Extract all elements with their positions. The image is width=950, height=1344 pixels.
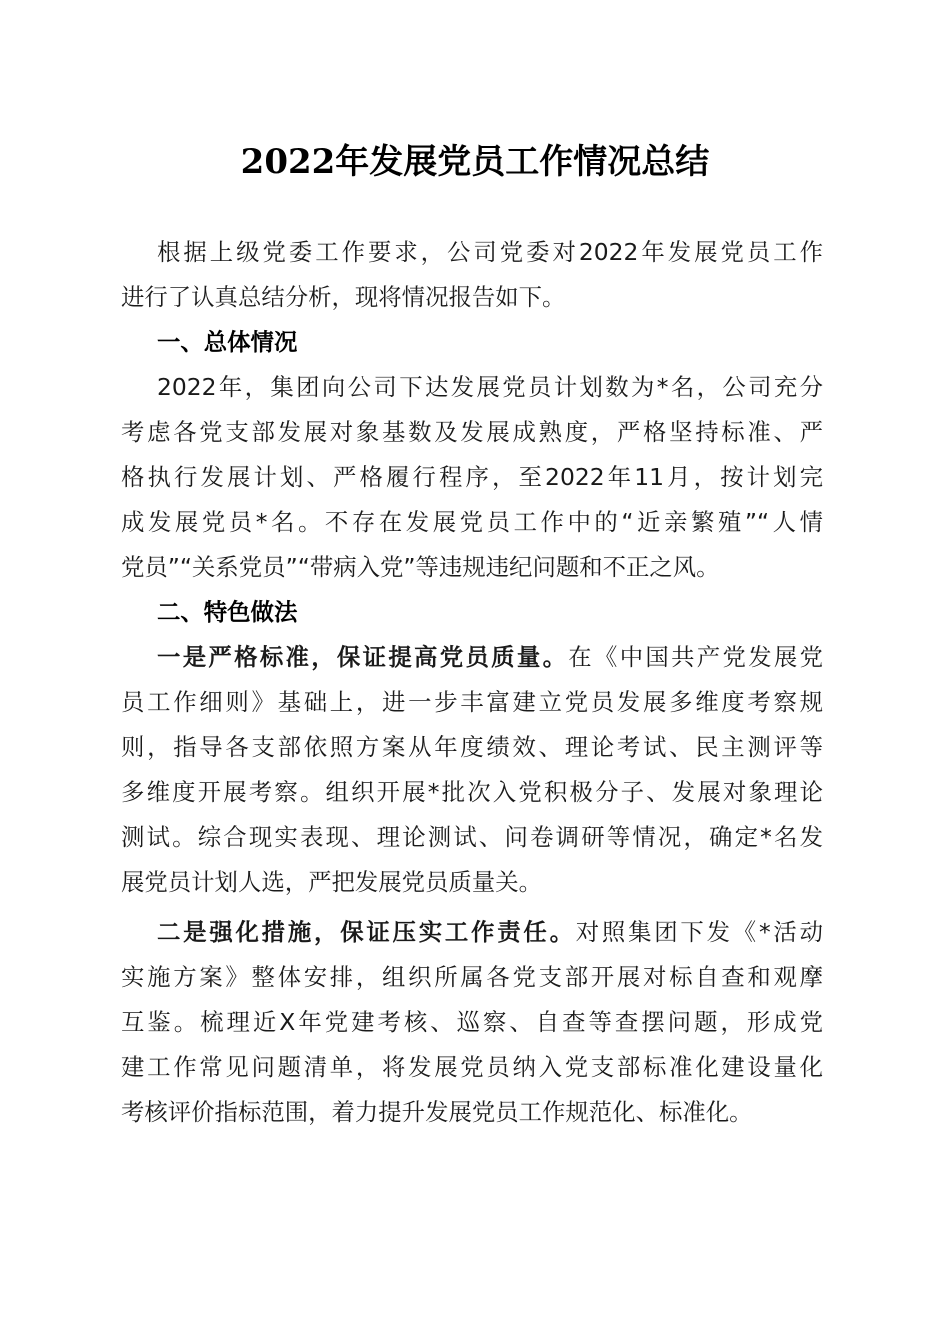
item2-line-1 (157, 910, 823, 955)
item2-line-3: 互鉴。梳理近X年党建考核、巡察、自查等查摆问题，形成党 (121, 1008, 823, 1036)
item1-line-1-rest: 在《中国共产党发展党 (568, 643, 824, 671)
section1-line-2: 考虑各党支部发展对象基数及发展成熟度，严格坚持标准、严 (121, 418, 823, 446)
item1-lead: 一是严格标准，保证提高党员质量。 (157, 643, 569, 671)
item2-lead: 二是强化措施，保证压实工作责任。 (157, 918, 576, 946)
section-heading-practices: 二、特色做法 (157, 598, 298, 626)
intro-line-1: 根据上级党委工作要求，公司党委对2022年发展党员工作 (157, 238, 823, 266)
item1-line-4: 多维度开展考察。组织开展*批次入党积极分子、发展对象理论 (121, 778, 823, 806)
item2-line-5: 考核评价指标范围，着力提升发展党员工作规范化、标准化。 (121, 1098, 753, 1126)
section-heading-overall: 一、总体情况 (157, 328, 298, 356)
section1-line-3: 格执行发展计划、严格履行程序，至2022年11月，按计划完 (121, 463, 823, 491)
section1-line-5: 党员”“关系党员”“带病入党”等违规违纪问题和不正之风。 (121, 553, 720, 581)
item1-line-3: 则，指导各支部依照方案从年度绩效、理论考试、民主测评等 (121, 733, 823, 761)
item2-line-4: 建工作常见问题清单，将发展党员纳入党支部标准化建设量化 (121, 1053, 823, 1081)
intro-line-2: 进行了认真总结分析，现将情况报告如下。 (121, 283, 566, 311)
item2-line-2: 实施方案》整体安排，组织所属各党支部开展对标自查和观摩 (121, 963, 823, 991)
item1-line-6: 展党员计划人选，严把发展党员质量关。 (121, 868, 543, 896)
item1-line-2: 员工作细则》基础上，进一步丰富建立党员发展多维度考察规 (121, 688, 823, 716)
document-title: 2022年发展党员工作情况总结 (240, 142, 710, 182)
item2-line-1-rest: 对照集团下发《*活动 (575, 918, 823, 946)
item1-line-5: 测试。综合现实表现、理论测试、问卷调研等情况，确定*名发 (121, 823, 823, 851)
section1-line-4: 成发展党员*名。不存在发展党员工作中的“近亲繁殖”“人情 (121, 508, 823, 536)
section1-line-1: 2022年，集团向公司下达发展党员计划数为*名，公司充分 (157, 373, 823, 401)
item1-line-1 (157, 635, 823, 680)
